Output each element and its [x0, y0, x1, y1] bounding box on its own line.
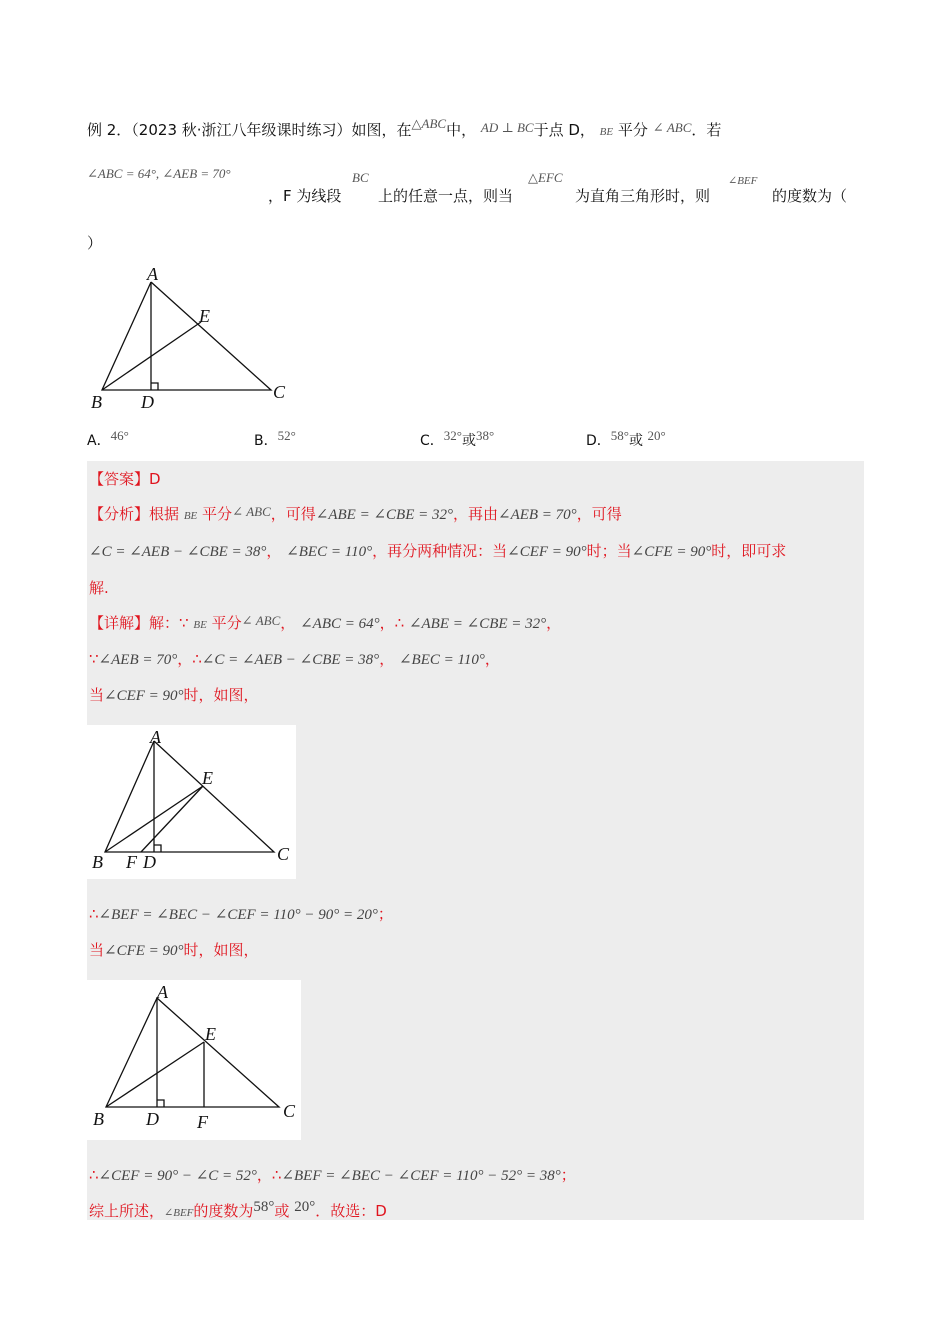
eq-c: ∠C = ∠AEB − ∠CBE = 38°	[89, 544, 267, 560]
perp-ad-bc: AD ⊥ BC	[480, 120, 534, 135]
detail-line-4	[89, 903, 393, 924]
label-c: C	[283, 1101, 296, 1121]
option-c-value-1: 32°	[443, 428, 462, 443]
analysis-text: ，可得	[576, 505, 622, 523]
label-a: A	[147, 264, 158, 284]
right-angle-mark	[154, 845, 161, 852]
analysis-line-2	[89, 540, 786, 561]
detail-text: 综上所述，	[89, 1202, 165, 1220]
label-e: E	[199, 306, 210, 326]
angle-bef: ∠BEF	[164, 1207, 194, 1219]
value-58: 58°	[253, 1199, 275, 1215]
detail-text: 时，如图，	[183, 941, 259, 959]
option-a-label: A．	[87, 433, 111, 449]
detail-text: ∴	[89, 1166, 99, 1184]
right-angle-mark	[157, 1100, 164, 1107]
question-text: 为直角三角形时，则	[575, 187, 711, 205]
option-a[interactable]	[87, 430, 129, 450]
angle-bef: ∠BEF	[728, 175, 758, 187]
label-b: B	[92, 852, 103, 872]
option-d-or: 或	[628, 433, 643, 449]
question-line-2	[268, 185, 341, 206]
analysis-line-3: 解.	[89, 579, 109, 597]
analysis-tag: 【分析】	[89, 505, 150, 523]
eq-cef: ∠CEF = 90°	[507, 544, 587, 560]
option-a-value: 46°	[110, 428, 129, 443]
question-text: 于点 D，	[533, 121, 595, 139]
triangle-abc: △ABC	[411, 116, 447, 131]
analysis-text: 时；当	[586, 542, 632, 560]
detail-text: 平分	[211, 614, 242, 632]
segment-bc: BC	[352, 170, 369, 185]
label-f: F	[126, 852, 137, 872]
detail-line-5	[89, 939, 259, 960]
figure-3-frame	[87, 980, 301, 1140]
label-c: C	[273, 382, 286, 402]
analysis-text: ，再由	[452, 505, 498, 523]
detail-line-6	[89, 1164, 576, 1185]
question-prefix: 例 2．（2023 秋·浙江八年级课时练习）如图，在	[87, 121, 412, 139]
angle-abc: ∠ ABC	[241, 613, 281, 628]
option-b[interactable]	[254, 430, 296, 450]
detail-text: ．故选：D	[315, 1202, 387, 1220]
angle-abc: ∠ ABC	[652, 120, 692, 135]
segment-be: BE	[193, 619, 207, 631]
figure-main	[85, 262, 295, 412]
eq-cef-52: ∠CEF = 90° − ∠C = 52°	[98, 1168, 257, 1184]
label-a: A	[157, 982, 168, 1002]
question-text: ）	[87, 234, 103, 252]
option-d-label: D．	[586, 433, 611, 449]
detail-line-2	[89, 648, 500, 669]
eq-cef: ∠CEF = 90°	[104, 688, 184, 704]
analysis-text: ，	[266, 542, 282, 560]
analysis-text: ，再分两种情况：当	[372, 542, 508, 560]
question-text: 的度数为（	[772, 187, 848, 205]
given-angles: ∠ABC = 64°, ∠AEB = 70°	[87, 166, 231, 181]
analysis-text: 时，即可求	[711, 542, 787, 560]
eq-bec: ∠BEC = 110°	[398, 652, 485, 668]
segment-be: BE	[599, 126, 614, 138]
right-angle-mark	[151, 383, 158, 390]
detail-text: 时，如图，	[183, 686, 259, 704]
triangle-abc-outline	[102, 282, 271, 390]
option-c-or: 或	[461, 433, 476, 449]
label-a: A	[150, 727, 161, 747]
figure-2	[87, 725, 296, 879]
label-d: D	[141, 392, 154, 412]
eq-aeb: ∠AEB = 70°	[498, 507, 577, 523]
question-text: 上的任意一点，则当	[378, 187, 514, 205]
option-b-label: B．	[254, 433, 278, 449]
label-f: F	[197, 1112, 208, 1132]
eq-aeb: ∠AEB = 70°	[98, 652, 178, 668]
option-c[interactable]	[420, 430, 494, 450]
detail-text: ；	[377, 905, 393, 923]
detail-text: ，	[546, 614, 562, 632]
eq-abc: ∠ABC = 64°	[300, 616, 380, 632]
label-e: E	[202, 768, 213, 788]
detail-text: ，∴	[379, 614, 405, 632]
figure-3	[87, 980, 301, 1140]
answer-line	[89, 468, 161, 489]
segment-be: BE	[183, 510, 198, 522]
segment-ef	[141, 786, 203, 852]
label-b: B	[93, 1109, 104, 1129]
detail-text: ，	[280, 614, 296, 632]
answer-tag: 【答案】	[89, 470, 150, 488]
analysis-line-1	[89, 503, 622, 524]
detail-line-7	[89, 1200, 387, 1221]
detail-text: ，∴	[256, 1166, 282, 1184]
eq-bef-38: ∠BEF = ∠BEC − ∠CEF = 110° − 52° = 38°	[281, 1168, 561, 1184]
option-c-value-2: 38°	[475, 428, 495, 443]
detail-text: 当	[89, 686, 105, 704]
option-b-value: 52°	[277, 428, 296, 443]
label-e: E	[205, 1024, 216, 1044]
analysis-text: 平分	[202, 505, 233, 523]
detail-text: ∴	[89, 905, 99, 923]
detail-tag: 【详解】	[89, 614, 150, 632]
label-b: B	[91, 392, 102, 412]
question-text: ．若	[691, 121, 722, 139]
option-d[interactable]	[586, 430, 666, 450]
analysis-text: ，可得	[270, 505, 316, 523]
eq-abe-cbe: ∠ABE = ∠CBE = 32°	[408, 616, 547, 632]
figure-2-frame	[87, 725, 296, 879]
question-line-1	[87, 116, 722, 140]
option-c-label: C．	[420, 433, 444, 449]
answer-value: D	[149, 470, 161, 488]
detail-text: 当	[89, 941, 105, 959]
detail-text: ，	[379, 650, 395, 668]
triangle-abc-outline	[106, 998, 279, 1107]
triangle-efc: △EFC	[528, 170, 563, 185]
option-d-value-1: 58°	[610, 428, 629, 443]
eq-bef-20: ∠BEF = ∠BEC − ∠CEF = 110° − 90° = 20°	[98, 907, 378, 923]
value-20: 20°	[294, 1199, 316, 1215]
eq-c: ∠C = ∠AEB − ∠CBE = 38°	[201, 652, 380, 668]
eq-cfe: ∠CFE = 90°	[631, 544, 712, 560]
detail-text: ∵	[89, 650, 99, 668]
detail-line-3	[89, 684, 259, 705]
detail-text: ，	[484, 650, 500, 668]
option-d-value-2: 20°	[647, 428, 666, 443]
detail-text: 或	[274, 1202, 290, 1220]
label-c: C	[277, 844, 290, 864]
detail-text: 解：∵	[149, 614, 189, 632]
label-d: D	[146, 1109, 159, 1129]
analysis-text: 根据	[149, 505, 180, 523]
eq-abe-cbe: ∠ABE = ∠CBE = 32°	[315, 507, 453, 523]
detail-text: ；	[560, 1166, 576, 1184]
detail-line-1	[89, 612, 561, 633]
label-d: D	[143, 852, 156, 872]
question-text: ，F 为线段	[268, 187, 342, 205]
eq-bec: ∠BEC = 110°	[286, 544, 373, 560]
detail-text: ，∴	[177, 650, 202, 668]
question-text: 中，	[446, 121, 477, 139]
detail-text: 的度数为	[193, 1202, 254, 1220]
eq-cfe: ∠CFE = 90°	[104, 943, 184, 959]
angle-abc: ∠ ABC	[232, 504, 271, 519]
question-text: 平分	[617, 121, 648, 139]
